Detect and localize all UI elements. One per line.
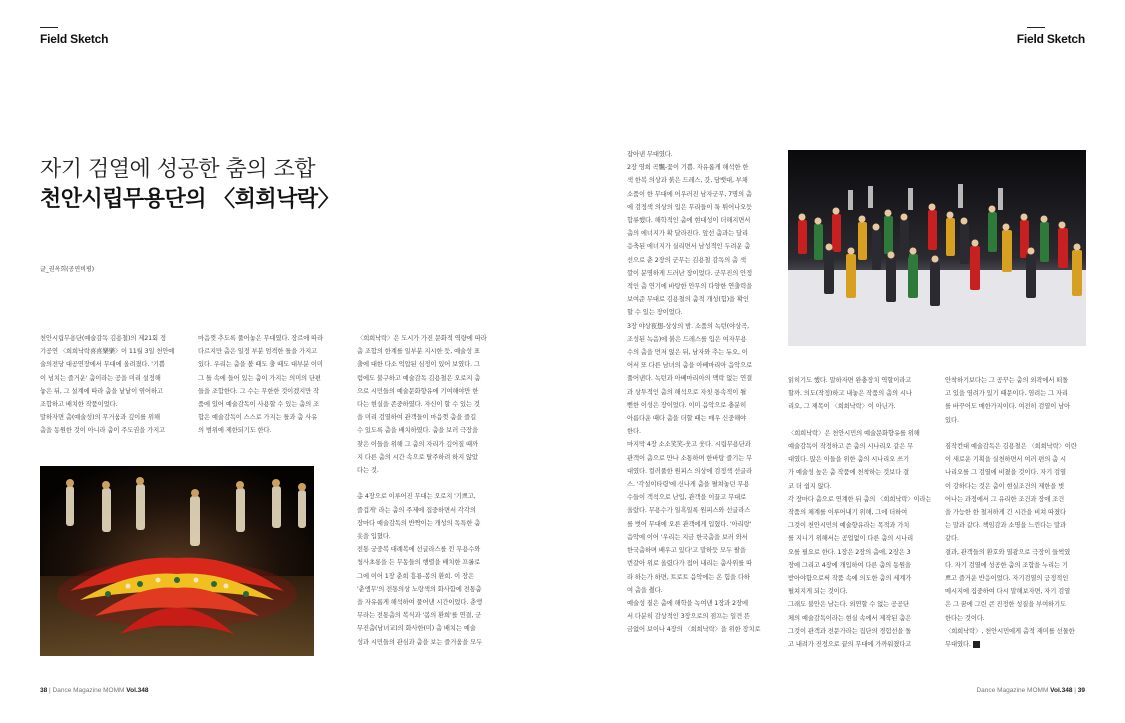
- text-line: 응축된 에너지가 실리면서 남성적인 두려운 춤: [627, 243, 751, 251]
- magazine-name-left: Dance Magazine MOMM: [52, 687, 125, 694]
- text-line: 를 지니기 위해서는 공업없이 다른 춤의 시나리: [788, 535, 914, 543]
- text-line: 총 4장으로 이루어진 무대는 오로지 '기쁘고,: [357, 493, 476, 501]
- text-line: 스. '각설이타령'에 신나게 춤을 펼쳐놓던 무용: [627, 481, 750, 489]
- text-line: 천안시립무용단(예술감독 김용철)의 제21회 정: [40, 335, 166, 342]
- text-line: 적인 춤 연기에 바탕한 안무의 다양한 연출력을: [627, 283, 753, 291]
- text-line: 다. 자기 검열에 성공한 춤의 조합을 누리는 기: [945, 561, 1068, 569]
- text-line: 다르지만 춤은 일정 부분 엄격한 틀을 가지고: [198, 348, 318, 356]
- section-label-right: Field Sketch: [1016, 32, 1085, 46]
- text-line: 성과 시민들의 관심과 춤을 보는 즐거움을 모두: [357, 638, 483, 646]
- text-line: 장에 그리고 4장에 개입하여 다른 춤의 동원을: [788, 561, 912, 569]
- text-line: 메시지에 집중하여 다시 말해보자면, 자기 검열: [945, 588, 1071, 596]
- text-line: 청사초롱을 든 무동들의 행렬을 배치한 프롤로: [357, 559, 481, 567]
- text-line: 이 강하다는 것은 춤이 현실조건의 제한을 벗: [945, 482, 1065, 490]
- text-line: 받아야함으로써 작품 속에 의도한 춤의 세계가: [788, 575, 912, 583]
- text-line: 코 더 쉽지 않다.: [788, 482, 832, 490]
- text-line: 작품의 체계를 이루어내기 위해, 그에 더하여: [788, 509, 908, 517]
- stage-photo-left-image: [40, 466, 314, 656]
- text-line: 라 하는가 하면, 트로트 음악에는 온 힘을 다하: [627, 573, 750, 581]
- text-line: 〈희희낙락〉은 도시가 가진 문화적 역량에 따라: [357, 335, 487, 342]
- text-line: 3장 야상夜想-상상의 밤. 소품의 녹턴(야상곡,: [627, 322, 749, 330]
- text-column-2: [198, 332, 341, 438]
- text-line: 를 바꾸어도 매한가지이다. 여전히 검열이 남아: [945, 403, 1071, 411]
- text-line: 어서 또 다른 남녀의 춤을 아베마리아 음악으로: [627, 362, 753, 370]
- text-line: 결과, 관객들의 환호와 열광으로 극장이 들썩였: [945, 548, 1071, 556]
- text-line: 읽히기도 했다. 말하자면 완충장치 역할이라고: [788, 377, 912, 384]
- text-line: 안착하기보다는 그 공꾸는 춤의 외곽에서 떠돌: [945, 377, 1069, 384]
- stage-photo-right-image: [788, 150, 1086, 346]
- text-line: 놓은 뒤, 그 설계에 따라 춤을 낱낱이 엮어하고: [40, 387, 163, 395]
- text-line: 조성된 녹음)에 붉은 드레스를 입은 여자무용: [627, 335, 747, 343]
- text-line: 잡아낸 무대였다.: [627, 151, 673, 158]
- volume-left: Vol.348: [126, 687, 149, 694]
- section-label-left: Field Sketch: [40, 32, 109, 46]
- text-line: 마지막 4장 소소笑笑-웃고 웃다. 시립무용단과: [627, 441, 751, 449]
- text-line: 을 가능한 한 철저하게 긴 시간을 비쳐 따졌다: [945, 509, 1067, 517]
- text-line: 할까. 의도(작정)하고 내놓은 작품의 춤의 시나: [788, 390, 912, 398]
- text-line: 각 장마다 춤으로 연계한 뒤 춤의 〈희희낙락〉이라는: [788, 495, 931, 503]
- volume-right: Vol.348: [1050, 687, 1073, 694]
- text-line: 예술성 짙은 춤에 해학을 녹여낸 1장과 2장에: [627, 599, 748, 607]
- text-line: 〈희희낙락〉, 천안시민에게 춤적 재미를 선물한: [945, 627, 1075, 635]
- text-line: 뻔한 이성은 장이었다. 이미 음악으로 충분히: [627, 401, 747, 409]
- text-line: 대였다. 많은 이들을 위한 춤의 시나리오 쓰기: [788, 456, 910, 464]
- text-line: 그래도 불안은 남는다. 외연할 수 없는 공공단: [788, 601, 910, 609]
- text-line: 을 미리 검열하여 관객들이 마음껏 춤을 즐길: [357, 414, 477, 422]
- text-line: 짐작컨대 예술감독은 김용철은 〈희희낙락〉이란: [945, 443, 1077, 450]
- text-line: 체의 예술감독이라는 현실 속에서 제작된 춤은: [788, 614, 912, 622]
- text-line: 장마다 예술감독의 반짝이는 개성의 독특한 춤: [357, 519, 481, 527]
- folio-left: [40, 687, 149, 694]
- magazine-name-right: Dance Magazine MOMM: [976, 687, 1049, 694]
- text-line: 보여준 무대로 김용철의 춤적 개성(힘)을 확인: [627, 296, 749, 304]
- text-column-5: [788, 374, 931, 651]
- text-line: 수 있도록 춤을 배치하였다. 춤을 보러 극장을: [357, 427, 479, 435]
- text-line: 즐겁게' 라는 춤의 주제에 집중하면서 각각의: [357, 506, 476, 514]
- text-line: 합은 예술감독이 스스로 가지는 틀과 춤 사유: [198, 414, 318, 422]
- text-line: 관객이 춤으로 만나 소통하며 한바탕 즐기는 무: [627, 454, 753, 462]
- text-line: 의 범위에 제한되기도 한다.: [198, 427, 272, 435]
- text-line: 수들이 객석으로 난입, 관객을 이끌고 무대로: [627, 494, 747, 502]
- text-line: 예술감독이 작정하고 쓴 춤의 시나리오 같은 무: [788, 443, 914, 450]
- text-line: 말하자면 춤(예술성)의 무거움과 깊이를 위해: [40, 414, 161, 422]
- text-line: 아름다운 때다 춤을 더할 때는 매우 신중해야: [627, 415, 747, 423]
- header-rule-right: [1027, 27, 1045, 28]
- text-line: 지 다른 춤의 시간 속으로 탈주하려 하지 않았: [357, 453, 479, 461]
- text-line: 같다.: [945, 535, 959, 543]
- text-line: 나리오를 그 검열에 비쳤을 것이다. 자기 검열: [945, 469, 1067, 477]
- paragraph-gap: [357, 477, 501, 490]
- paragraph-gap: [788, 414, 931, 427]
- text-column-1: [40, 332, 183, 438]
- text-line: '춘앵무'의 전통의상 노랑색의 화사함에 전통춤: [357, 585, 482, 593]
- text-line: 그 틀 속에 들어 있는 춤이 가지는 의미의 단편: [198, 374, 321, 382]
- text-line: 럼에도 불구하고 예술감독 김용철은 오로지 춤: [357, 374, 481, 382]
- text-line: 다는 현실을 존중하였다. 자신이 할 수 있는 것: [357, 401, 480, 409]
- text-line: 합류했다. 해학적인 춤에 현대성이 더해지면서: [627, 217, 751, 225]
- text-line: 과 상투적인 춤의 해석으로 자칫 통속적이 될: [627, 388, 747, 396]
- text-line: 그것이 관객과 전문가라는 집단의 경험선을 돌: [788, 627, 912, 635]
- text-line: 술의전당 대공연장에서 무대에 올려졌다. '기쁨: [40, 361, 165, 369]
- stage-photo-left: [40, 466, 314, 656]
- text-line: 춤의 에너지가 확 달라진다. 앞선 춤과는 달리: [627, 230, 749, 238]
- text-line: 고 내려가 진정으로 끝의 무대에 가까워졌다고: [788, 641, 912, 649]
- text-line: 쁘고 즐거운 반응이었다. 자기검열의 긍정적인: [945, 575, 1069, 583]
- text-line: 무대였다.: [945, 641, 971, 649]
- text-line: 춤을 동원한 것이 아니라 춤이 주도권을 가지고: [40, 427, 166, 435]
- article-subtitle: 천안시립무용단의 〈희희낙락〉: [40, 186, 340, 212]
- text-line-last: [945, 638, 1088, 651]
- text-line: 무진춤(남녀교)의 화사한(미) 춤 배치는 예술: [357, 625, 476, 633]
- byline: 글_권옥희(공연비평): [40, 266, 95, 273]
- text-line: 이 넘치는 즐거운' 춤이라는 공을 미리 설정해: [40, 374, 161, 382]
- page-number-left: 38: [40, 687, 48, 694]
- text-line: 올랐다. 무용수가 일흑일록 원피스와 선글라스: [627, 507, 751, 515]
- text-line: 2장 영희 곡飄-꽃이 기쁨. 자유롭게 해석한 한: [627, 164, 749, 172]
- text-line: 에 검정색 의상의 입은 무리들이 툭 튀어나오듯: [627, 203, 753, 211]
- text-line: 으로 시민들의 예술문화향유에 기여해야만 한: [357, 387, 479, 395]
- text-column-3: [357, 332, 501, 649]
- text-line: 은 그 꿈에 그린 큰 진정한 성질을 부여하기도: [945, 601, 1067, 609]
- text-line: 품에 있어 예술감독이 사용할 수 있는 춤의 조: [198, 401, 320, 409]
- text-line: 깔이 분명하게 드러난 장이었다. 군무진의 안정: [627, 269, 753, 277]
- text-column-6: [945, 374, 1088, 651]
- text-line: 한국춤하며 배우고 있다'고 말하듯 모두 팔을: [627, 547, 746, 555]
- text-line: 옷을 입혔다.: [357, 533, 391, 541]
- page-number-right: 39: [1077, 687, 1085, 694]
- text-line: 할 수 있는 장이었다.: [627, 309, 683, 317]
- text-line: 을 자유롭게 해석하여 풀어낸 시간이었다. 춘앵: [357, 599, 483, 607]
- text-line: 여 춤을 췄다.: [627, 586, 663, 594]
- text-line: 리오, 그 제목이 〈희희낙락〉이 아닌가.: [788, 403, 896, 411]
- text-line: 전통 궁중복 대례복에 선글라스를 낀 무용수와: [357, 546, 481, 554]
- text-line: 〈희희낙락〉은 천안시민의 예술문화향유를 위해: [788, 429, 920, 437]
- article-title: 자기 검열에 성공한 춤의 조합: [40, 157, 315, 182]
- text-line: 한다는 것이다.: [945, 614, 985, 622]
- text-line: 선으로 춘 2장의 군무는 김용철 감독의 춤 색: [627, 256, 746, 264]
- text-line: 조합하고 배치한 작품이었다.: [40, 401, 118, 409]
- text-line: 마음껏 추도록 풀어놓은 무대였다. 장르에 따라: [198, 335, 324, 342]
- text-line: 펼쳐지게 되는 것이다.: [788, 588, 848, 596]
- text-line: 색 한복 의상과 붉은 드레스, 갓, 담뱃대, 부채: [627, 177, 748, 185]
- text-line: 를 벗어 무대에 오른 관객에게 입혔다. '아리랑': [627, 520, 752, 528]
- text-line: 어나는 과정에서 그 유리한 조건과 장애 조건: [945, 495, 1065, 503]
- text-line: 서 다분히 감상적인 3장으로의 점프는 일견 뜬: [627, 613, 751, 621]
- text-line: 있다. 우리는 춤을 볼 때도 출 때도 대부분 이미: [198, 361, 323, 369]
- text-line: 오를 필요로 한다. 1장은 2장의 춤에, 2장은 3: [788, 548, 911, 556]
- text-line: 찾은 이들을 위해 그 춤의 자리가 깊어질 때까: [357, 440, 479, 448]
- folio-divider-left: |: [49, 687, 53, 694]
- text-line: 수의 춤을 먼저 얹은 뒤, 남자와 추는 듀오, 이: [627, 349, 748, 357]
- text-line: 무라는 전통춤의 복식과 '봄의 환희'를 연결, 군: [357, 612, 482, 620]
- text-line: 번갈아 위로 올렸다가 접어 내리는 춤사위를 따: [627, 560, 753, 568]
- text-line: 대였다. 컬러풀한 원피스 의상에 검정색 선글라: [627, 467, 753, 475]
- end-mark-icon: [973, 641, 980, 648]
- text-line: 이 새로운 기획을 실천하면서 여러 편의 춤 시: [945, 456, 1067, 464]
- text-line: 소품이 한 무대에 어우러진 남자군무, 7명의 춤: [627, 190, 752, 198]
- text-line: 고 있을 염려가 있기 때문이다. 염려는 그 자리: [945, 390, 1068, 398]
- text-line: 다는 것.: [357, 467, 379, 475]
- paragraph-gap: [945, 427, 1088, 440]
- text-line: 그것이 천안시민의 예술향유라는 목적과 가치: [788, 522, 910, 530]
- text-line: 한다.: [627, 428, 641, 436]
- stage-photo-right: [788, 150, 1086, 346]
- text-line: 있다.: [945, 416, 959, 424]
- text-line: 그에 이어 1장 춘희 흥룡-봉의 환희. 이 장은: [357, 572, 475, 580]
- text-line: 음악에 이어 '우리는 지금 한국춤을 보러 와서: [627, 533, 748, 541]
- folio-divider-right: |: [1074, 687, 1078, 694]
- text-line: 기공연 〈희희낙락喜喜樂樂〉이 11월 3일 천안예: [40, 348, 175, 356]
- text-line: 들을 조합한다. 그 수는 무한한 것이겠지만 작: [198, 387, 320, 395]
- text-line: 는 말과 같다. 책임감과 소명을 느낀다는 말과: [945, 522, 1067, 530]
- text-column-4: [627, 148, 773, 637]
- folio-right: [976, 687, 1085, 694]
- header-rule-left: [40, 27, 58, 28]
- text-line: 풀어낸다. 녹턴과 아베마리아의 맥락 없는 연결: [627, 375, 753, 383]
- text-line: 춤 조합의 한계를 일부분 지시한 듯, 예술성 표: [357, 348, 480, 356]
- text-line: 출에 대한 다소 억압된 심정이 있어 보였다. 그: [357, 361, 480, 369]
- text-line: 금없어 보이나 4장의 〈희희낙락〉을 위한 장치로: [627, 626, 761, 634]
- text-line: 가 예술성 높은 춤 작품에 천착하는 것보다 결: [788, 469, 910, 477]
